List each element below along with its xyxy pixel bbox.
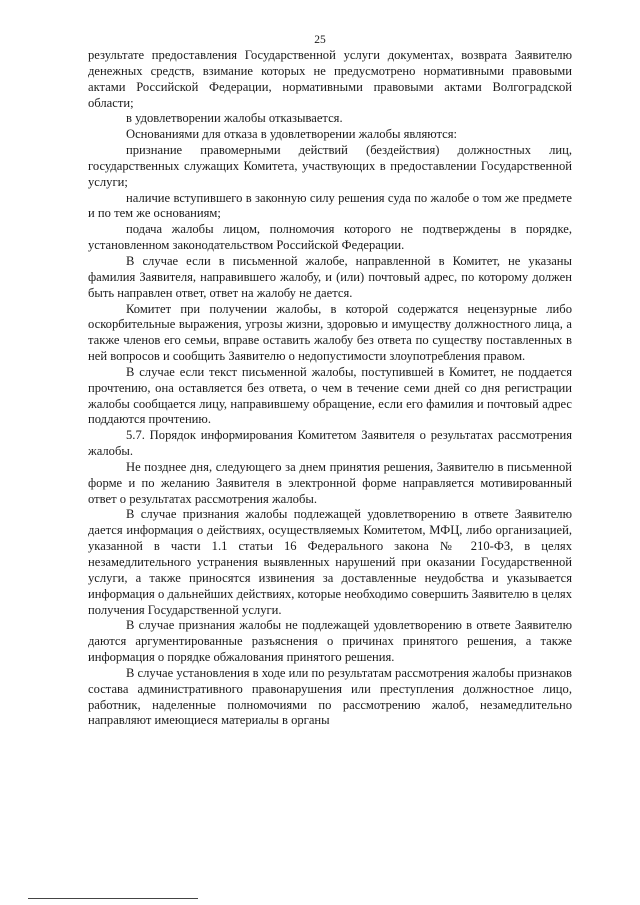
paragraph: В случае если в письменной жалобе, направленной в Комитет, не указаны фамилия Заявителя, направившего жалобу, и (или) почтовый адрес, по которому должен быть направлен ответ, ответ на жалобу не дается.	[88, 253, 572, 300]
paragraph: В случае признания жалобы подлежащей удовлетворению в ответе Заявителю дается информация о действиях, осуществляемых Комитетом, МФЦ, либо организацией, указанной в части 1.1 статьи 16 Федерального закона № 210-ФЗ, в целях незамедлительного устранения выявленных нарушений при оказании Государственной услуги, а также приносятся извинения за доставленные неудобства и указывается информация о дальнейших действиях, которые необходимо совершить Заявителю в целях получения Государственной услуги.	[88, 507, 572, 617]
paragraph: наличие вступившего в законную силу решения суда по жалобе о том же предмете и по тем же основаниям;	[88, 190, 572, 221]
section-heading: 5.7. Порядок информирования Комитетом Заявителя о результатах рассмотрения жалобы.	[88, 428, 572, 459]
paragraph: В случае установления в ходе или по результатам рассмотрения жалобы признаков состава административного правонарушения или преступления должностное лицо, работник, наделенные полномочиями по рассмотрению жалоб, незамедлительно направляют имеющиеся материалы в органы	[88, 665, 572, 728]
paragraph: в удовлетворении жалобы отказывается.	[126, 111, 343, 126]
page-number: 25	[314, 34, 326, 46]
document-body	[88, 48, 572, 729]
paragraph: Комитет при получении жалобы, в которой содержатся нецензурные либо оскорбительные выражения, угрозы жизни, здоровью и имуществу должностного лица, а также членов его семьи, вправе оставить жалобу без ответа по существу поставленных в ней вопросов и сообщить Заявителю о недопустимости злоупотребления правом.	[88, 301, 572, 364]
paragraph: Не позднее дня, следующего за днем принятия решения, Заявителю в письменной форме и по желанию Заявителя в электронной форме направляется мотивированный ответ о результатах рассмотрения жалобы.	[88, 459, 572, 506]
footer-divider	[28, 898, 198, 899]
paragraph: признание правомерными действий (бездействия) должностных лиц, государственных служащих Комитета, участвующих в предоставлении Государственной услуги;	[88, 143, 572, 189]
paragraph: подача жалобы лицом, полномочия которого не подтверждены в порядке, установленном законодательством Российской Федерации.	[88, 222, 572, 253]
paragraph: результате предоставления Государственной услуги документах, возврата Заявителю денежных средств, взимание которых не предусмотрено нормативными правовыми актами Российской Федерации, нормативными правовыми актами Волгоградской области;	[88, 48, 572, 110]
paragraph: В случае признания жалобы не подлежащей удовлетворению в ответе Заявителю даются аргументированные разъяснения о причинах принятого решения, а также информация о порядке обжалования принятого решения.	[88, 618, 572, 665]
paragraph: Основаниями для отказа в удовлетворении жалобы являются:	[126, 127, 458, 142]
paragraph: В случае если текст письменной жалобы, поступившей в Комитет, не поддается прочтению, она оставляется без ответа, о чем в течение семи дней со дня регистрации жалобы сообщается лицу, направившему обращение, если его фамилия и почтовый адрес поддаются прочтению.	[88, 364, 572, 427]
